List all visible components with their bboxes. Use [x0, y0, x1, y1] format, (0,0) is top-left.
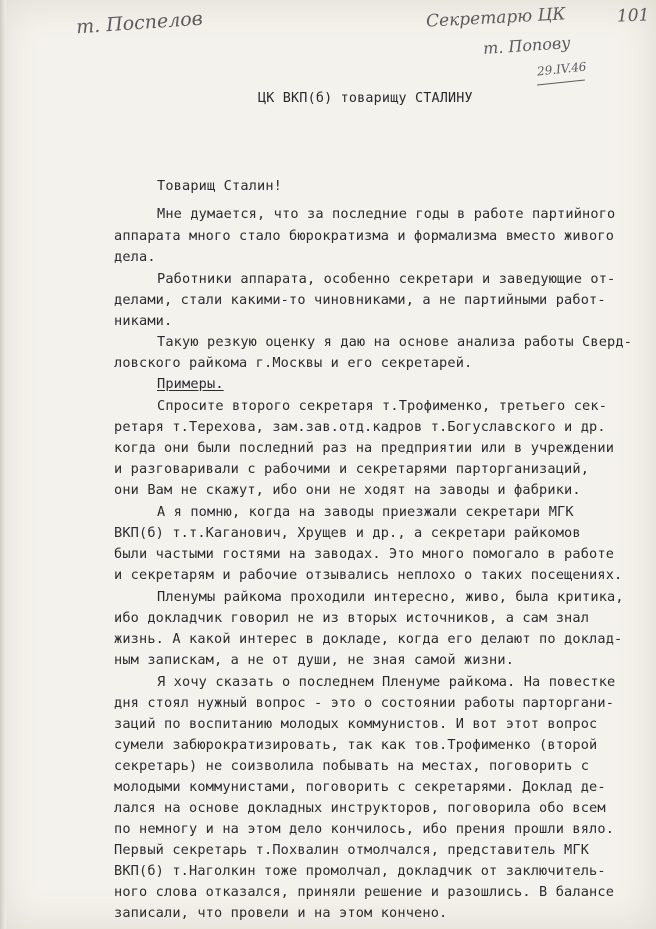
text-line: дня стоял нужный вопрос - это о состоянии работы парторгани-	[114, 695, 615, 711]
text-line: Работники аппарата, особенно секретари и заведующие от-	[157, 271, 616, 287]
text-line: молодыми коммунистами, поговорить с секретарями. Доклад де-	[114, 779, 606, 795]
handwritten-note-addressee: т. Поспелов	[75, 7, 204, 39]
handwritten-note-resolution-line1: Секретарю ЦК	[425, 4, 567, 32]
text-line: дела.	[114, 249, 156, 265]
text-line: А я помню, когда на заводы приезжали секретари МГК	[157, 504, 574, 520]
text-line: и секретарям и рабочие отзывались неплохо о таких посещениях.	[114, 567, 623, 583]
text-line: жизнь. А какой интерес в докладе, когда его делают по доклад-	[114, 631, 623, 647]
section-label-examples: Примеры.	[157, 376, 224, 392]
text-line: Спросите второго секретаря т.Трофименко, третьего сек-	[157, 398, 608, 414]
text-line: делами, стали какими-то чиновниками, а не партийными работ-	[114, 292, 606, 308]
text-line: секретарь) не соизволила побывать на местах, поговорить с	[114, 758, 590, 774]
handwritten-date: 29.IV.46	[536, 59, 588, 79]
letter-heading: ЦК ВКП(б) товарищу СТАЛИНУ	[258, 91, 473, 106]
text-line: лался на основе докладных инструкторов, поговорила обо всем	[114, 800, 606, 816]
text-line: по немногу и на этом дело кончилось, ибо прения прошли вяло.	[114, 821, 615, 837]
text-line: ным запискам, а не от души, не зная самой жизни.	[114, 652, 515, 668]
text-line: Пленумы райкома проходили интересно, живо, была критика,	[157, 589, 624, 605]
text-line: ретаря т.Терехова, зам.зав.отд.кадров т.Богуславского и др.	[114, 419, 606, 435]
page-edge	[0, 0, 6, 929]
text-line: сумели забюрократизировать, так как тов.Трофименко (второй	[114, 737, 598, 753]
text-line: ного слова отказался, приняли решение и разошлись. В балансе	[114, 884, 615, 900]
text-line: ибо докладчик говорил не из вторых источников, а сам знал	[114, 610, 590, 626]
text-line: Такую резкую оценку я даю на основе анализа работы Сверд-	[157, 334, 633, 350]
text-line: записали, что провели и на этом кончено.	[114, 905, 448, 921]
salutation: Товарищ Сталин!	[157, 178, 283, 194]
handwritten-note-resolution-line2: т. Попову	[482, 32, 572, 59]
text-line: ВКП(б) т.т.Каганович, Хрущев и др., а секретари райкомов	[114, 525, 581, 541]
text-line: когда они были последний раз на предприятии или в учреждении	[114, 440, 615, 456]
handwritten-date-underline	[537, 79, 585, 85]
text-line: Мне думается, что за последние годы в работе партийного	[157, 206, 616, 222]
text-line: заций по воспитанию молодых коммунистов. И вот этот вопрос	[114, 716, 598, 732]
text-line: были частыми гостями на заводах. Это много помогало в работе	[114, 546, 615, 562]
handwritten-page-number: 101	[616, 5, 650, 27]
text-line: ВКП(б) т.Наголкин тоже промолчал, докладчик от заключитель-	[114, 863, 606, 879]
text-line: аппарата много стало бюрократизма и формализма вместо живого	[114, 228, 615, 244]
text-line: никами.	[114, 313, 173, 329]
text-line: и разговаривали с рабочими и секретарями парторганизаций,	[114, 461, 590, 477]
text-line: ловского райкома г.Москвы и его секретарей.	[114, 355, 473, 371]
text-line: они Вам не скажут, ибо они не ходят на заводы и фабрики.	[114, 482, 581, 498]
text-line: Первый секретарь т.Похвалин отмолчался, представитель МГК	[114, 842, 590, 858]
text-line: Я хочу сказать о последнем Пленуме райкома. На повестке	[157, 674, 616, 690]
